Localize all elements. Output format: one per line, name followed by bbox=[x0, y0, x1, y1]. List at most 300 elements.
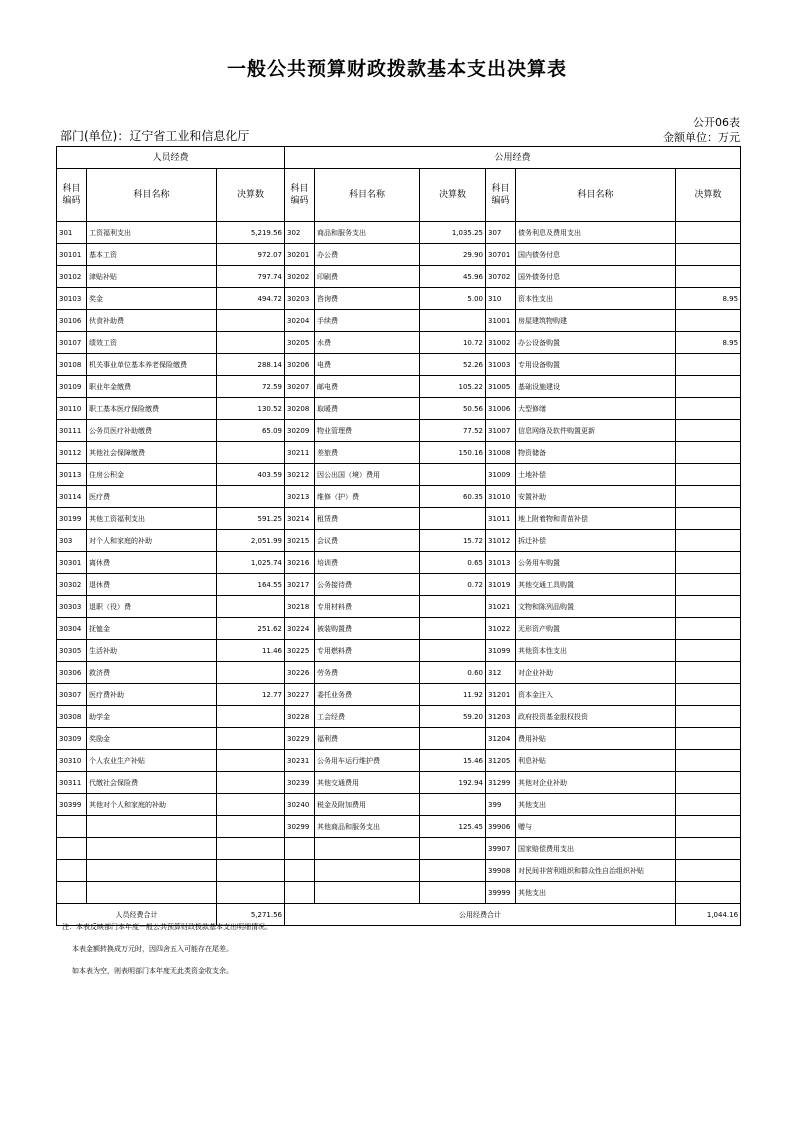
amount-column-header: 决算数 bbox=[420, 169, 486, 222]
cell-name: 工会经费 bbox=[315, 706, 420, 728]
table-row bbox=[57, 728, 741, 750]
cell-name: 被装购置费 bbox=[315, 618, 420, 640]
name-column-header: 科目名称 bbox=[516, 169, 676, 222]
cell-code: 30203 bbox=[285, 288, 315, 310]
cell-code: 31002 bbox=[486, 332, 516, 354]
cell-amount bbox=[420, 794, 486, 816]
cell-amount bbox=[420, 596, 486, 618]
cell-amount bbox=[676, 442, 741, 464]
cell-name: 房屋建筑物购建 bbox=[516, 310, 676, 332]
table-row bbox=[57, 640, 741, 662]
cell-amount: 192.94 bbox=[420, 772, 486, 794]
cell-amount bbox=[676, 398, 741, 420]
cell-name: 委托业务费 bbox=[315, 684, 420, 706]
cell-amount bbox=[217, 662, 285, 684]
cell-code: 30302 bbox=[57, 574, 87, 596]
cell-code bbox=[285, 838, 315, 860]
cell-name: 代缴社会保险费 bbox=[87, 772, 217, 794]
cell-amount: 591.25 bbox=[217, 508, 285, 530]
note-line-1: 注：本表反映部门本年度一般公共预算财政拨款基本支出明细情况。 bbox=[62, 923, 272, 931]
cell-amount: 59.20 bbox=[420, 706, 486, 728]
cell-amount bbox=[676, 706, 741, 728]
table-row bbox=[57, 332, 741, 354]
cell-name: 个人农业生产补贴 bbox=[87, 750, 217, 772]
cell-amount: 10.72 bbox=[420, 332, 486, 354]
cell-code: 30309 bbox=[57, 728, 87, 750]
cell-code: 39908 bbox=[486, 860, 516, 882]
cell-name: 伙食补助费 bbox=[87, 310, 217, 332]
table-row bbox=[57, 618, 741, 640]
cell-code: 30214 bbox=[285, 508, 315, 530]
cell-name: 其他交通费用 bbox=[315, 772, 420, 794]
cell-amount: 5,219.56 bbox=[217, 222, 285, 244]
cell-amount bbox=[217, 442, 285, 464]
cell-name: 信息网络及软件购置更新 bbox=[516, 420, 676, 442]
cell-amount: 1,025.74 bbox=[217, 552, 285, 574]
cell-name: 公务用车运行维护费 bbox=[315, 750, 420, 772]
cell-amount bbox=[676, 574, 741, 596]
cell-amount: 12.77 bbox=[217, 684, 285, 706]
cell-amount bbox=[217, 772, 285, 794]
cell-amount: 251.62 bbox=[217, 618, 285, 640]
form-number: 公开06表 bbox=[693, 116, 740, 129]
cell-name: 福利费 bbox=[315, 728, 420, 750]
cell-amount bbox=[217, 750, 285, 772]
cell-amount: 0.72 bbox=[420, 574, 486, 596]
cell-code: 30102 bbox=[57, 266, 87, 288]
cell-code: 30399 bbox=[57, 794, 87, 816]
cell-code: 30202 bbox=[285, 266, 315, 288]
cell-name: 租赁费 bbox=[315, 508, 420, 530]
cell-amount bbox=[676, 244, 741, 266]
cell-code: 30305 bbox=[57, 640, 87, 662]
cell-amount: 150.16 bbox=[420, 442, 486, 464]
cell-name: 职业年金缴费 bbox=[87, 376, 217, 398]
code-column-header: 科目编码 bbox=[57, 169, 87, 222]
cell-amount bbox=[676, 772, 741, 794]
cell-code: 30106 bbox=[57, 310, 87, 332]
cell-amount bbox=[217, 596, 285, 618]
table-row bbox=[57, 464, 741, 486]
cell-amount: 5.00 bbox=[420, 288, 486, 310]
cell-code: 30310 bbox=[57, 750, 87, 772]
cell-name: 基本工资 bbox=[87, 244, 217, 266]
cell-code: 30101 bbox=[57, 244, 87, 266]
cell-code bbox=[285, 860, 315, 882]
cell-amount bbox=[676, 662, 741, 684]
cell-amount: 288.14 bbox=[217, 354, 285, 376]
amount-column-header: 决算数 bbox=[676, 169, 741, 222]
cell-name bbox=[87, 838, 217, 860]
cell-amount bbox=[676, 816, 741, 838]
cell-amount bbox=[420, 728, 486, 750]
cell-name: 资本金注入 bbox=[516, 684, 676, 706]
cell-name: 取暖费 bbox=[315, 398, 420, 420]
code-column-header: 科目编码 bbox=[486, 169, 516, 222]
cell-name: 劳务费 bbox=[315, 662, 420, 684]
cell-name: 税金及附加费用 bbox=[315, 794, 420, 816]
cell-code: 31006 bbox=[486, 398, 516, 420]
table-row bbox=[57, 552, 741, 574]
cell-amount: 50.56 bbox=[420, 398, 486, 420]
cell-name: 文物和陈列品购置 bbox=[516, 596, 676, 618]
cell-amount bbox=[676, 486, 741, 508]
cell-code: 30218 bbox=[285, 596, 315, 618]
cell-code: 30211 bbox=[285, 442, 315, 464]
cell-code: 39999 bbox=[486, 882, 516, 904]
table-row bbox=[57, 354, 741, 376]
cell-name: 其他对个人和家庭的补助 bbox=[87, 794, 217, 816]
cell-amount bbox=[676, 794, 741, 816]
cell-code: 30702 bbox=[486, 266, 516, 288]
table-row bbox=[57, 508, 741, 530]
cell-amount: 0.60 bbox=[420, 662, 486, 684]
cell-name bbox=[87, 860, 217, 882]
cell-code bbox=[57, 838, 87, 860]
cell-name: 物业管理费 bbox=[315, 420, 420, 442]
cell-name: 退职（役）费 bbox=[87, 596, 217, 618]
cell-code: 30303 bbox=[57, 596, 87, 618]
cell-code: 31011 bbox=[486, 508, 516, 530]
cell-amount bbox=[676, 552, 741, 574]
cell-code: 30227 bbox=[285, 684, 315, 706]
cell-amount: 403.59 bbox=[217, 464, 285, 486]
cell-name bbox=[315, 860, 420, 882]
cell-amount: 52.26 bbox=[420, 354, 486, 376]
cell-name: 电费 bbox=[315, 354, 420, 376]
cell-code bbox=[57, 816, 87, 838]
cell-name: 专用设备购置 bbox=[516, 354, 676, 376]
table-row bbox=[57, 244, 741, 266]
cell-code: 30205 bbox=[285, 332, 315, 354]
cell-name: 水费 bbox=[315, 332, 420, 354]
cell-code: 30215 bbox=[285, 530, 315, 552]
cell-name: 离休费 bbox=[87, 552, 217, 574]
cell-name: 国家赔偿费用支出 bbox=[516, 838, 676, 860]
cell-code bbox=[285, 882, 315, 904]
cell-code: 30224 bbox=[285, 618, 315, 640]
cell-name: 会议费 bbox=[315, 530, 420, 552]
cell-name: 邮电费 bbox=[315, 376, 420, 398]
cell-amount: 45.96 bbox=[420, 266, 486, 288]
table-row bbox=[57, 772, 741, 794]
cell-code: 31008 bbox=[486, 442, 516, 464]
table-row bbox=[57, 794, 741, 816]
cell-code: 30304 bbox=[57, 618, 87, 640]
cell-code: 30111 bbox=[57, 420, 87, 442]
cell-amount bbox=[676, 728, 741, 750]
cell-name: 其他交通工具购置 bbox=[516, 574, 676, 596]
table-row bbox=[57, 838, 741, 860]
cell-code: 30206 bbox=[285, 354, 315, 376]
cell-amount: 11.46 bbox=[217, 640, 285, 662]
personnel-total-label: 人员经费合计 bbox=[57, 904, 217, 926]
cell-code: 312 bbox=[486, 662, 516, 684]
cell-name: 对民间非营利组织和群众性自治组织补贴 bbox=[516, 860, 676, 882]
cell-name: 咨询费 bbox=[315, 288, 420, 310]
note-line-3: 如本表为空，则表明部门本年度无此类资金收支余。 bbox=[72, 967, 233, 975]
cell-code: 30306 bbox=[57, 662, 87, 684]
cell-code: 31203 bbox=[486, 706, 516, 728]
cell-name: 奖金 bbox=[87, 288, 217, 310]
cell-amount bbox=[676, 310, 741, 332]
cell-code: 31013 bbox=[486, 552, 516, 574]
cell-name: 退休费 bbox=[87, 574, 217, 596]
cell-code bbox=[57, 860, 87, 882]
cell-name: 因公出国（境）费用 bbox=[315, 464, 420, 486]
table-row bbox=[57, 662, 741, 684]
cell-name: 医疗费 bbox=[87, 486, 217, 508]
cell-amount bbox=[676, 222, 741, 244]
cell-amount bbox=[420, 310, 486, 332]
cell-name: 对企业补助 bbox=[516, 662, 676, 684]
cell-amount: 11.92 bbox=[420, 684, 486, 706]
cell-name: 专用材料费 bbox=[315, 596, 420, 618]
cell-name: 办公费 bbox=[315, 244, 420, 266]
table-row bbox=[57, 596, 741, 618]
cell-amount: 0.65 bbox=[420, 552, 486, 574]
cell-code: 31021 bbox=[486, 596, 516, 618]
cell-amount bbox=[420, 464, 486, 486]
cell-code: 31201 bbox=[486, 684, 516, 706]
cell-code: 31099 bbox=[486, 640, 516, 662]
cell-amount: 15.46 bbox=[420, 750, 486, 772]
cell-name: 印刷费 bbox=[315, 266, 420, 288]
table-body bbox=[57, 222, 741, 904]
cell-code: 30208 bbox=[285, 398, 315, 420]
cell-amount: 105.22 bbox=[420, 376, 486, 398]
cell-amount bbox=[420, 882, 486, 904]
cell-name: 培训费 bbox=[315, 552, 420, 574]
cell-name: 土地补偿 bbox=[516, 464, 676, 486]
cell-code: 30229 bbox=[285, 728, 315, 750]
table-row bbox=[57, 860, 741, 882]
cell-name: 维修（护）费 bbox=[315, 486, 420, 508]
cell-amount: 77.52 bbox=[420, 420, 486, 442]
table-row bbox=[57, 530, 741, 552]
cell-name: 公务接待费 bbox=[315, 574, 420, 596]
cell-code: 31204 bbox=[486, 728, 516, 750]
table-row bbox=[57, 574, 741, 596]
cell-name: 拆迁补偿 bbox=[516, 530, 676, 552]
cell-code: 399 bbox=[486, 794, 516, 816]
cell-amount bbox=[217, 860, 285, 882]
table-row bbox=[57, 310, 741, 332]
cell-amount bbox=[217, 486, 285, 508]
cell-amount: 8.95 bbox=[676, 288, 741, 310]
cell-code bbox=[57, 882, 87, 904]
cell-code: 30231 bbox=[285, 750, 315, 772]
cell-code: 30199 bbox=[57, 508, 87, 530]
cell-amount: 130.52 bbox=[217, 398, 285, 420]
cell-code: 30107 bbox=[57, 332, 87, 354]
cell-amount bbox=[676, 266, 741, 288]
cell-code: 30228 bbox=[285, 706, 315, 728]
cell-name: 资本性支出 bbox=[516, 288, 676, 310]
table-row bbox=[57, 750, 741, 772]
cell-amount: 797.74 bbox=[217, 266, 285, 288]
cell-code: 30201 bbox=[285, 244, 315, 266]
cell-name: 助学金 bbox=[87, 706, 217, 728]
cell-code: 301 bbox=[57, 222, 87, 244]
cell-name: 机关事业单位基本养老保险缴费 bbox=[87, 354, 217, 376]
cell-code: 31019 bbox=[486, 574, 516, 596]
table-row bbox=[57, 486, 741, 508]
personnel-total-value: 5,271.56 bbox=[217, 904, 285, 926]
table-row bbox=[57, 288, 741, 310]
cell-code: 30307 bbox=[57, 684, 87, 706]
table-row bbox=[57, 684, 741, 706]
cell-name: 其他支出 bbox=[516, 794, 676, 816]
cell-amount bbox=[676, 596, 741, 618]
cell-name: 债务利息及费用支出 bbox=[516, 222, 676, 244]
cell-code: 31205 bbox=[486, 750, 516, 772]
cell-name: 绩效工资 bbox=[87, 332, 217, 354]
cell-code: 30701 bbox=[486, 244, 516, 266]
cell-amount bbox=[420, 640, 486, 662]
table-row bbox=[57, 442, 741, 464]
cell-amount bbox=[676, 464, 741, 486]
document-title: 一般公共预算财政拨款基本支出决算表 bbox=[226, 58, 567, 80]
cell-name: 其他对企业补助 bbox=[516, 772, 676, 794]
cell-code: 30209 bbox=[285, 420, 315, 442]
cell-name: 医疗费补助 bbox=[87, 684, 217, 706]
cell-code: 31005 bbox=[486, 376, 516, 398]
cell-code: 30108 bbox=[57, 354, 87, 376]
cell-code: 30216 bbox=[285, 552, 315, 574]
cell-amount bbox=[676, 376, 741, 398]
cell-code: 303 bbox=[57, 530, 87, 552]
cell-code: 31012 bbox=[486, 530, 516, 552]
cell-code: 30113 bbox=[57, 464, 87, 486]
cell-name bbox=[87, 882, 217, 904]
cell-code: 31007 bbox=[486, 420, 516, 442]
cell-amount: 15.72 bbox=[420, 530, 486, 552]
cell-code: 30239 bbox=[285, 772, 315, 794]
cell-name: 利息补贴 bbox=[516, 750, 676, 772]
cell-amount bbox=[676, 420, 741, 442]
cell-amount bbox=[217, 310, 285, 332]
table-row bbox=[57, 706, 741, 728]
cell-code: 31299 bbox=[486, 772, 516, 794]
cell-code: 30217 bbox=[285, 574, 315, 596]
cell-name: 物资储备 bbox=[516, 442, 676, 464]
cell-code: 30112 bbox=[57, 442, 87, 464]
personnel-expense-group-header: 人员经费 bbox=[57, 147, 285, 169]
cell-code: 30308 bbox=[57, 706, 87, 728]
cell-name: 救济费 bbox=[87, 662, 217, 684]
expenditure-table bbox=[56, 146, 741, 926]
cell-amount: 972.07 bbox=[217, 244, 285, 266]
cell-name bbox=[87, 816, 217, 838]
cell-amount bbox=[217, 332, 285, 354]
cell-name: 无形资产购置 bbox=[516, 618, 676, 640]
public-total-label: 公用经费合计 bbox=[285, 904, 676, 926]
cell-code: 30207 bbox=[285, 376, 315, 398]
table-row bbox=[57, 222, 741, 244]
cell-amount: 8.95 bbox=[676, 332, 741, 354]
cell-name: 其他社会保障缴费 bbox=[87, 442, 217, 464]
public-expense-group-header: 公用经费 bbox=[285, 147, 741, 169]
cell-amount bbox=[676, 750, 741, 772]
note-line-2: 本表金额转换成万元时，因四舍五入可能存在尾差。 bbox=[72, 945, 233, 953]
cell-amount bbox=[217, 838, 285, 860]
cell-amount bbox=[676, 354, 741, 376]
cell-name: 对个人和家庭的补助 bbox=[87, 530, 217, 552]
cell-name: 津贴补贴 bbox=[87, 266, 217, 288]
department-label: 部门(单位)：辽宁省工业和信息化厅 bbox=[60, 129, 250, 143]
cell-amount bbox=[217, 882, 285, 904]
cell-code: 310 bbox=[486, 288, 516, 310]
cell-code: 31022 bbox=[486, 618, 516, 640]
cell-amount bbox=[217, 728, 285, 750]
cell-amount bbox=[676, 882, 741, 904]
cell-name: 地上附着物和青苗补偿 bbox=[516, 508, 676, 530]
cell-amount bbox=[676, 618, 741, 640]
cell-amount bbox=[676, 640, 741, 662]
cell-name: 工资福利支出 bbox=[87, 222, 217, 244]
cell-name: 奖励金 bbox=[87, 728, 217, 750]
cell-name: 其他工资福利支出 bbox=[87, 508, 217, 530]
cell-amount: 2,051.99 bbox=[217, 530, 285, 552]
cell-amount: 72.59 bbox=[217, 376, 285, 398]
cell-name: 生活补助 bbox=[87, 640, 217, 662]
cell-name: 赠与 bbox=[516, 816, 676, 838]
cell-amount bbox=[217, 816, 285, 838]
cell-code: 30213 bbox=[285, 486, 315, 508]
cell-code: 39906 bbox=[486, 816, 516, 838]
cell-code: 30110 bbox=[57, 398, 87, 420]
cell-name: 抚恤金 bbox=[87, 618, 217, 640]
cell-amount bbox=[420, 508, 486, 530]
cell-code: 30225 bbox=[285, 640, 315, 662]
cell-name bbox=[315, 882, 420, 904]
cell-name: 安置补助 bbox=[516, 486, 676, 508]
name-column-header: 科目名称 bbox=[315, 169, 420, 222]
cell-code: 31003 bbox=[486, 354, 516, 376]
cell-name: 手续费 bbox=[315, 310, 420, 332]
cell-code: 30240 bbox=[285, 794, 315, 816]
cell-name: 政府投资基金股权投资 bbox=[516, 706, 676, 728]
table-row bbox=[57, 882, 741, 904]
cell-code: 30299 bbox=[285, 816, 315, 838]
cell-code: 302 bbox=[285, 222, 315, 244]
cell-name: 住房公积金 bbox=[87, 464, 217, 486]
cell-code: 30109 bbox=[57, 376, 87, 398]
table-row bbox=[57, 816, 741, 838]
cell-name: 公务员医疗补助缴费 bbox=[87, 420, 217, 442]
cell-code: 30301 bbox=[57, 552, 87, 574]
cell-name: 费用补贴 bbox=[516, 728, 676, 750]
public-total-value: 1,044.16 bbox=[676, 904, 741, 926]
cell-name: 其他资本性支出 bbox=[516, 640, 676, 662]
cell-amount bbox=[676, 684, 741, 706]
cell-amount bbox=[420, 860, 486, 882]
amount-column-header: 决算数 bbox=[217, 169, 285, 222]
cell-amount bbox=[217, 794, 285, 816]
cell-name: 专用燃料费 bbox=[315, 640, 420, 662]
cell-amount: 65.09 bbox=[217, 420, 285, 442]
cell-code: 39907 bbox=[486, 838, 516, 860]
cell-amount: 494.72 bbox=[217, 288, 285, 310]
table-row bbox=[57, 266, 741, 288]
cell-amount: 29.90 bbox=[420, 244, 486, 266]
table-row bbox=[57, 376, 741, 398]
cell-name: 国外债务付息 bbox=[516, 266, 676, 288]
cell-code: 31001 bbox=[486, 310, 516, 332]
cell-name: 公务用车购置 bbox=[516, 552, 676, 574]
cell-amount bbox=[676, 530, 741, 552]
